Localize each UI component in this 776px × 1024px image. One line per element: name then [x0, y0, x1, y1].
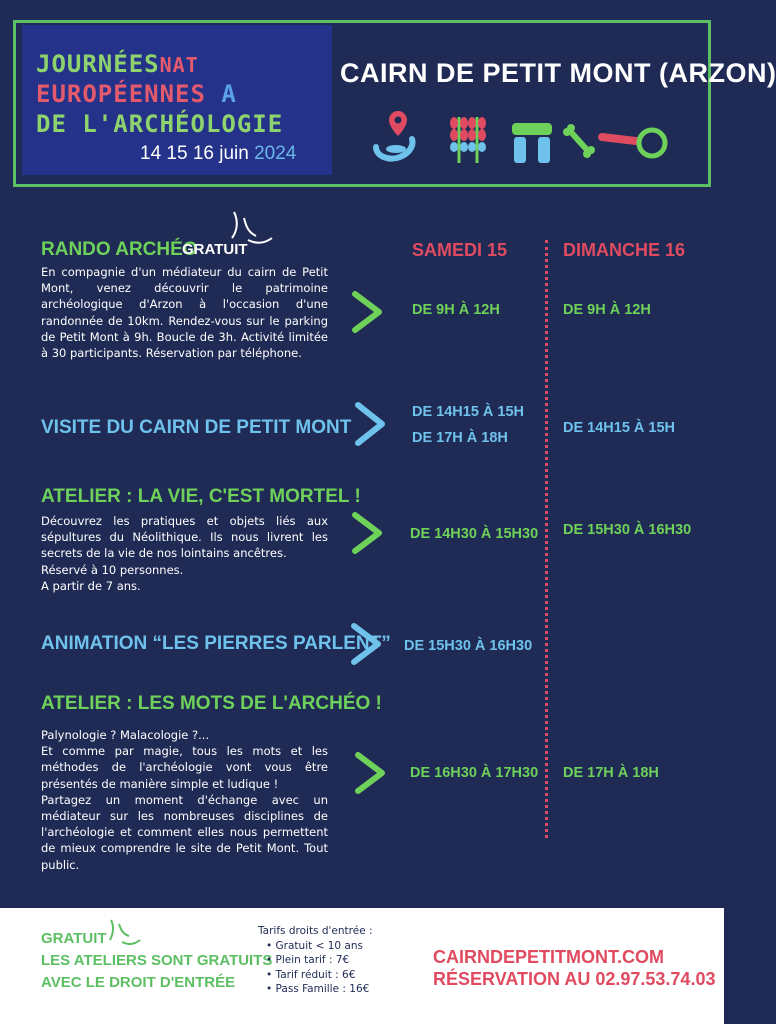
activity-title-atelier-vie: ATELIER : LA VIE, C'EST MORTEL !	[41, 486, 361, 507]
logo-line-1: JOURNÉESNAT	[36, 50, 199, 78]
site-title: CAIRN DE PETIT MONT (ARZON)	[340, 58, 776, 88]
time-animation-sat: DE 15H30 À 16H30	[404, 638, 533, 654]
tarif-item: • Pass Famille : 16€	[266, 982, 373, 997]
arrow-icon	[349, 290, 385, 334]
time-atelier-vie-sun: DE 15H30 À 16H30	[563, 522, 692, 538]
time-atelier-mots-sat: DE 16H30 À 17H30	[410, 765, 539, 781]
time-atelier-vie-sat: DE 14H30 À 15H30	[410, 526, 539, 542]
activity-desc-rando: En compagnie d'un médiateur du cairn de Petit Mont, venez découvrir le patrimoine archéologique d'Arzon à l'occasion d'une randonnée de 10km. Rendez-vous sur le parking de Petit Mont à 9h. Boucle de 3h. Activité limitée à 30 participants. Réservation par téléphone.	[41, 265, 328, 361]
activity-title-animation: ANIMATION “LES PIERRES PARLENT”	[41, 633, 391, 654]
tarif-item: • Tarif réduit : 6€	[266, 968, 373, 983]
tarif-item: • Gratuit < 10 ans	[266, 939, 373, 954]
activity-desc-atelier-vie: Découvrez les pratiques et objets liés aux sépultures du Néolithique. Ils nous livrent les secrets de la vie de nos lointains ancêtres. Réservé à 10 personnes. A partir de 7 ans.	[41, 514, 328, 593]
column-divider	[545, 240, 548, 838]
time-rando-sat: DE 9H À 12H	[412, 302, 500, 318]
tarif-item: • Plein tarif : 7€	[266, 953, 373, 968]
arrow-icon	[352, 751, 388, 795]
dolmen-icon	[510, 121, 554, 165]
logo-line-3: DE L'ARCHÉOLOGIE	[36, 110, 284, 138]
logo-line-2: EUROPÉENNES A	[36, 80, 237, 108]
time-visite-sat-2: DE 17H À 18H	[412, 430, 508, 446]
time-atelier-mots-sun: DE 17H À 18H	[563, 765, 659, 781]
tarifs-list	[258, 924, 373, 997]
footer-free-info: GRATUIT LES ATELIERS SONT GRATUITS AVEC LE DROIT D'ENTRÉE	[41, 930, 273, 991]
website-link[interactable]: CAIRNDEPETITMONT.COM	[433, 947, 664, 967]
time-rando-sun: DE 9H À 12H	[563, 302, 651, 318]
activity-desc-atelier-mots: Palynologie ? Malacologie ?... Et comme par magie, tous les mots et les méthodes de l'archéologie vont vous être présentés de manière simple et ludique ! Partagez un moment d'échange avec un médiateur sur les nombreuses disciplines de l'archéologie et comment elles nous permettent de mieux comprendre le site de Petit Mont. Tout public.	[41, 728, 328, 872]
arrow-icon	[349, 511, 385, 555]
reservation-phone[interactable]: RÉSERVATION AU 02.97.53.74.03	[433, 969, 716, 989]
event-logo	[22, 25, 332, 175]
time-visite-sat-1: DE 14H15 À 15H	[412, 404, 525, 420]
free-tag: GRATUIT	[182, 241, 248, 258]
bone-icon	[562, 123, 596, 159]
column-sunday: DIMANCHE 16	[563, 240, 686, 260]
arrow-icon	[348, 622, 384, 666]
theme-icons	[370, 107, 670, 167]
column-saturday: SAMEDI 15	[412, 240, 508, 260]
arrow-icon	[352, 401, 388, 447]
activity-title-rando: RANDO ARCHÉO	[41, 239, 198, 260]
activity-title-visite: VISITE DU CAIRN DE PETIT MONT	[41, 417, 352, 438]
activity-title-atelier-mots: ATELIER : LES MOTS DE L'ARCHÉO !	[41, 693, 382, 714]
wheat-icon	[445, 109, 493, 165]
contact-info	[433, 946, 715, 990]
time-visite-sun: DE 14H15 À 15H	[563, 420, 676, 436]
event-dates: 14 15 16 juin 2024	[140, 143, 297, 164]
map-pin-icon	[370, 107, 426, 165]
tarifs-title: Tarifs droits d'entrée :	[258, 925, 373, 937]
magnifier-icon	[598, 121, 670, 161]
leaf-decoration-icon	[228, 208, 274, 248]
